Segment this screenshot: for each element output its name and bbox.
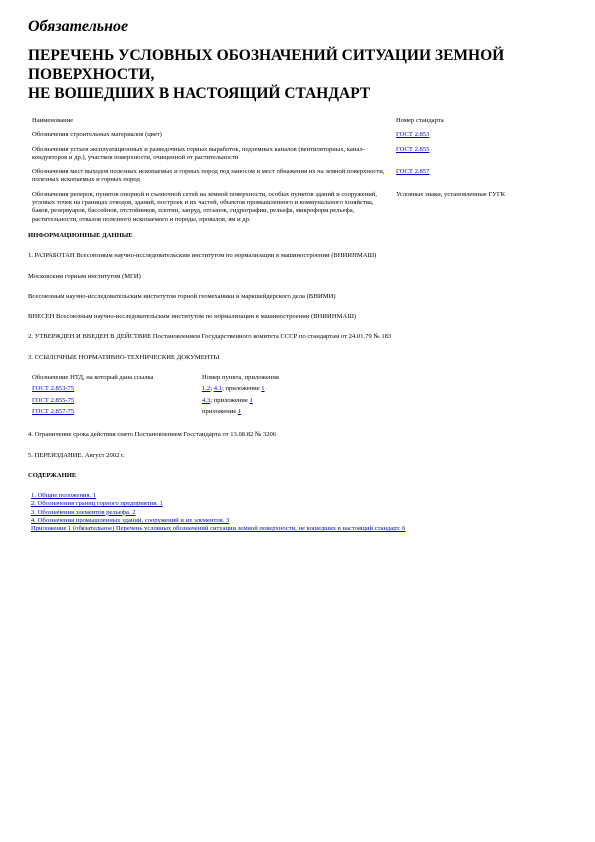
ref-appendix-link[interactable]: 1 xyxy=(261,385,265,393)
toc-link[interactable]: 4. Обозначения промышленных зданий, сооружений и их элементов. 3 xyxy=(31,517,230,525)
title-line-1: ПЕРЕЧЕНЬ УСЛОВНЫХ ОБОЗНАЧЕНИЙ СИТУАЦИИ ЗЕМНОЙ ПОВЕРХНОСТИ, xyxy=(28,47,505,83)
ref-doc-link[interactable]: ГОСТ 2.857-75 xyxy=(32,407,75,415)
ref-tail: приложение xyxy=(202,407,238,415)
symbols-table xyxy=(30,117,570,230)
standard-link[interactable]: ГОСТ 2.855 xyxy=(396,145,430,153)
ref-doc-link[interactable]: ГОСТ 2.855-75 xyxy=(32,396,75,404)
info-introduced: ВНЕСЕН Всесоюзным научно-исследовательским институтом по нормализации в машиностроении (ВНИИНМАШ) xyxy=(28,313,357,321)
info-references-heading: 3. ССЫЛОЧНЫЕ НОРМАТИВНО-ТЕХНИЧЕСКИЕ ДОКУМЕНТЫ xyxy=(28,353,220,361)
info-approved: 2. УТВЕРЖДЕН И ВВЕДЕН В ДЕЙСТВИЕ Постановлением Государственного комитета СССР по стандартам от 24.01.79 № 183 xyxy=(28,333,392,341)
ref-header-row xyxy=(30,374,282,385)
standard-link[interactable]: ГОСТ 2.853 xyxy=(396,131,430,139)
col-name-header: Наименование xyxy=(32,117,74,124)
row-standard: Условные знаки, установленные ГУГК xyxy=(396,190,506,198)
info-heading: ИНФОРМАЦИОННЫЕ ДАННЫЕ xyxy=(28,231,133,239)
table-row xyxy=(30,168,570,191)
info-reissue: 5. ПЕРЕИЗДАНИЕ. Август 2002 г. xyxy=(28,451,125,459)
info-developed: 1. РАЗРАБОТАН Всесоюзным научно-исследовательским институтом по нормализации в машиностроении (ВНИИНМАШ) xyxy=(28,252,377,260)
ref-appendix-link[interactable]: 1 xyxy=(237,407,242,415)
ref-points xyxy=(200,397,282,408)
info-vnimi: Всесоюзным научно-исследовательским институтом горной геомеханики и маркшейдерского дела (ВНИМИ) xyxy=(28,292,336,300)
ref-tail: ; приложение xyxy=(221,385,262,393)
table-row xyxy=(30,191,570,230)
ref-col-point-header: Номер пункта, приложения xyxy=(202,374,279,382)
table-row xyxy=(30,146,570,169)
references-table xyxy=(30,374,282,419)
info-mgi: Московским горным институтом (МГИ) xyxy=(28,272,141,280)
toc-link[interactable]: 1. Общие положения. 1 xyxy=(31,492,97,500)
table-row xyxy=(30,408,282,419)
table-row xyxy=(30,385,282,396)
table-of-contents xyxy=(31,492,573,533)
ref-points xyxy=(200,385,282,396)
table-row xyxy=(30,397,282,408)
col-standard-header: Номер стандарта xyxy=(396,117,444,124)
standard-link[interactable]: ГОСТ 2.857 xyxy=(396,168,430,176)
ref-col-doc-header: Обозначение НТД, на который дана ссылка xyxy=(32,374,154,382)
row-name: Обозначения устьев эксплуатационных и разведочных горных выработок, подземных каналов (вентиляторных, канал-кондукторов и др.), участков поверхности, очищенной от растительности xyxy=(32,145,365,161)
ref-tail: ; приложение xyxy=(210,396,250,404)
appendix-label: Обязательное xyxy=(28,18,129,35)
toc-link[interactable]: Приложение 1 (обязательное) Перечень условных обозначений ситуации земной поверхности, не вошедших в настоящий стандарт. 6 xyxy=(31,525,406,533)
title-line-2: НЕ ВОШЕДШИХ В НАСТОЯЩИЙ СТАНДАРТ xyxy=(28,85,371,102)
row-name: Обозначения мест выходов полезных ископаемых и горных пород под наносом и мест обнажения их на земной поверхности, полезных ископаемых и горных пород xyxy=(32,168,385,184)
contents-heading: СОДЕРЖАНИЕ xyxy=(28,471,77,479)
toc-link[interactable]: 2. Обозначения границ горного предприятия. 1 xyxy=(31,500,163,508)
ref-point-link[interactable]: 1.2 xyxy=(202,385,211,393)
info-term-removed: 4. Ограничение срока действия снято Постановлением Госстандарта от 13.08.82 № 3206 xyxy=(28,431,277,439)
document-page xyxy=(28,18,573,534)
row-name: Обозначения строительных материалов (цвет) xyxy=(32,131,162,139)
ref-appendix-link[interactable]: 1 xyxy=(249,396,253,404)
ref-point-link[interactable]: 4.3 xyxy=(202,396,211,404)
ref-sep: ; xyxy=(210,385,214,393)
toc-link[interactable]: 3. Обозначения элементов рельефа. 2 xyxy=(31,508,136,516)
page-title xyxy=(28,46,573,103)
table-row xyxy=(30,131,570,145)
ref-point-link[interactable]: 4.1 xyxy=(213,385,222,393)
ref-doc-link[interactable]: ГОСТ 2.853-75 xyxy=(32,385,75,393)
row-name: Обозначения реперов, пунктов опорной и съемочной сетей на земной поверхности, особых пунктов зданий и сооружений, угловых точек на границах отводов, зданий, построек и их частей, объектов промышленного и коммунального хозяйства, баков, резервуаров, бассейнов, отстойников, плотин, запруд, отсыпок, гидрографии, рельефа, микроформ рельефа, растительности, отвалов полезного ископаемого и породы, провалов, ям и др. xyxy=(32,190,377,223)
table-header-row xyxy=(30,117,570,131)
ref-points xyxy=(200,408,282,419)
